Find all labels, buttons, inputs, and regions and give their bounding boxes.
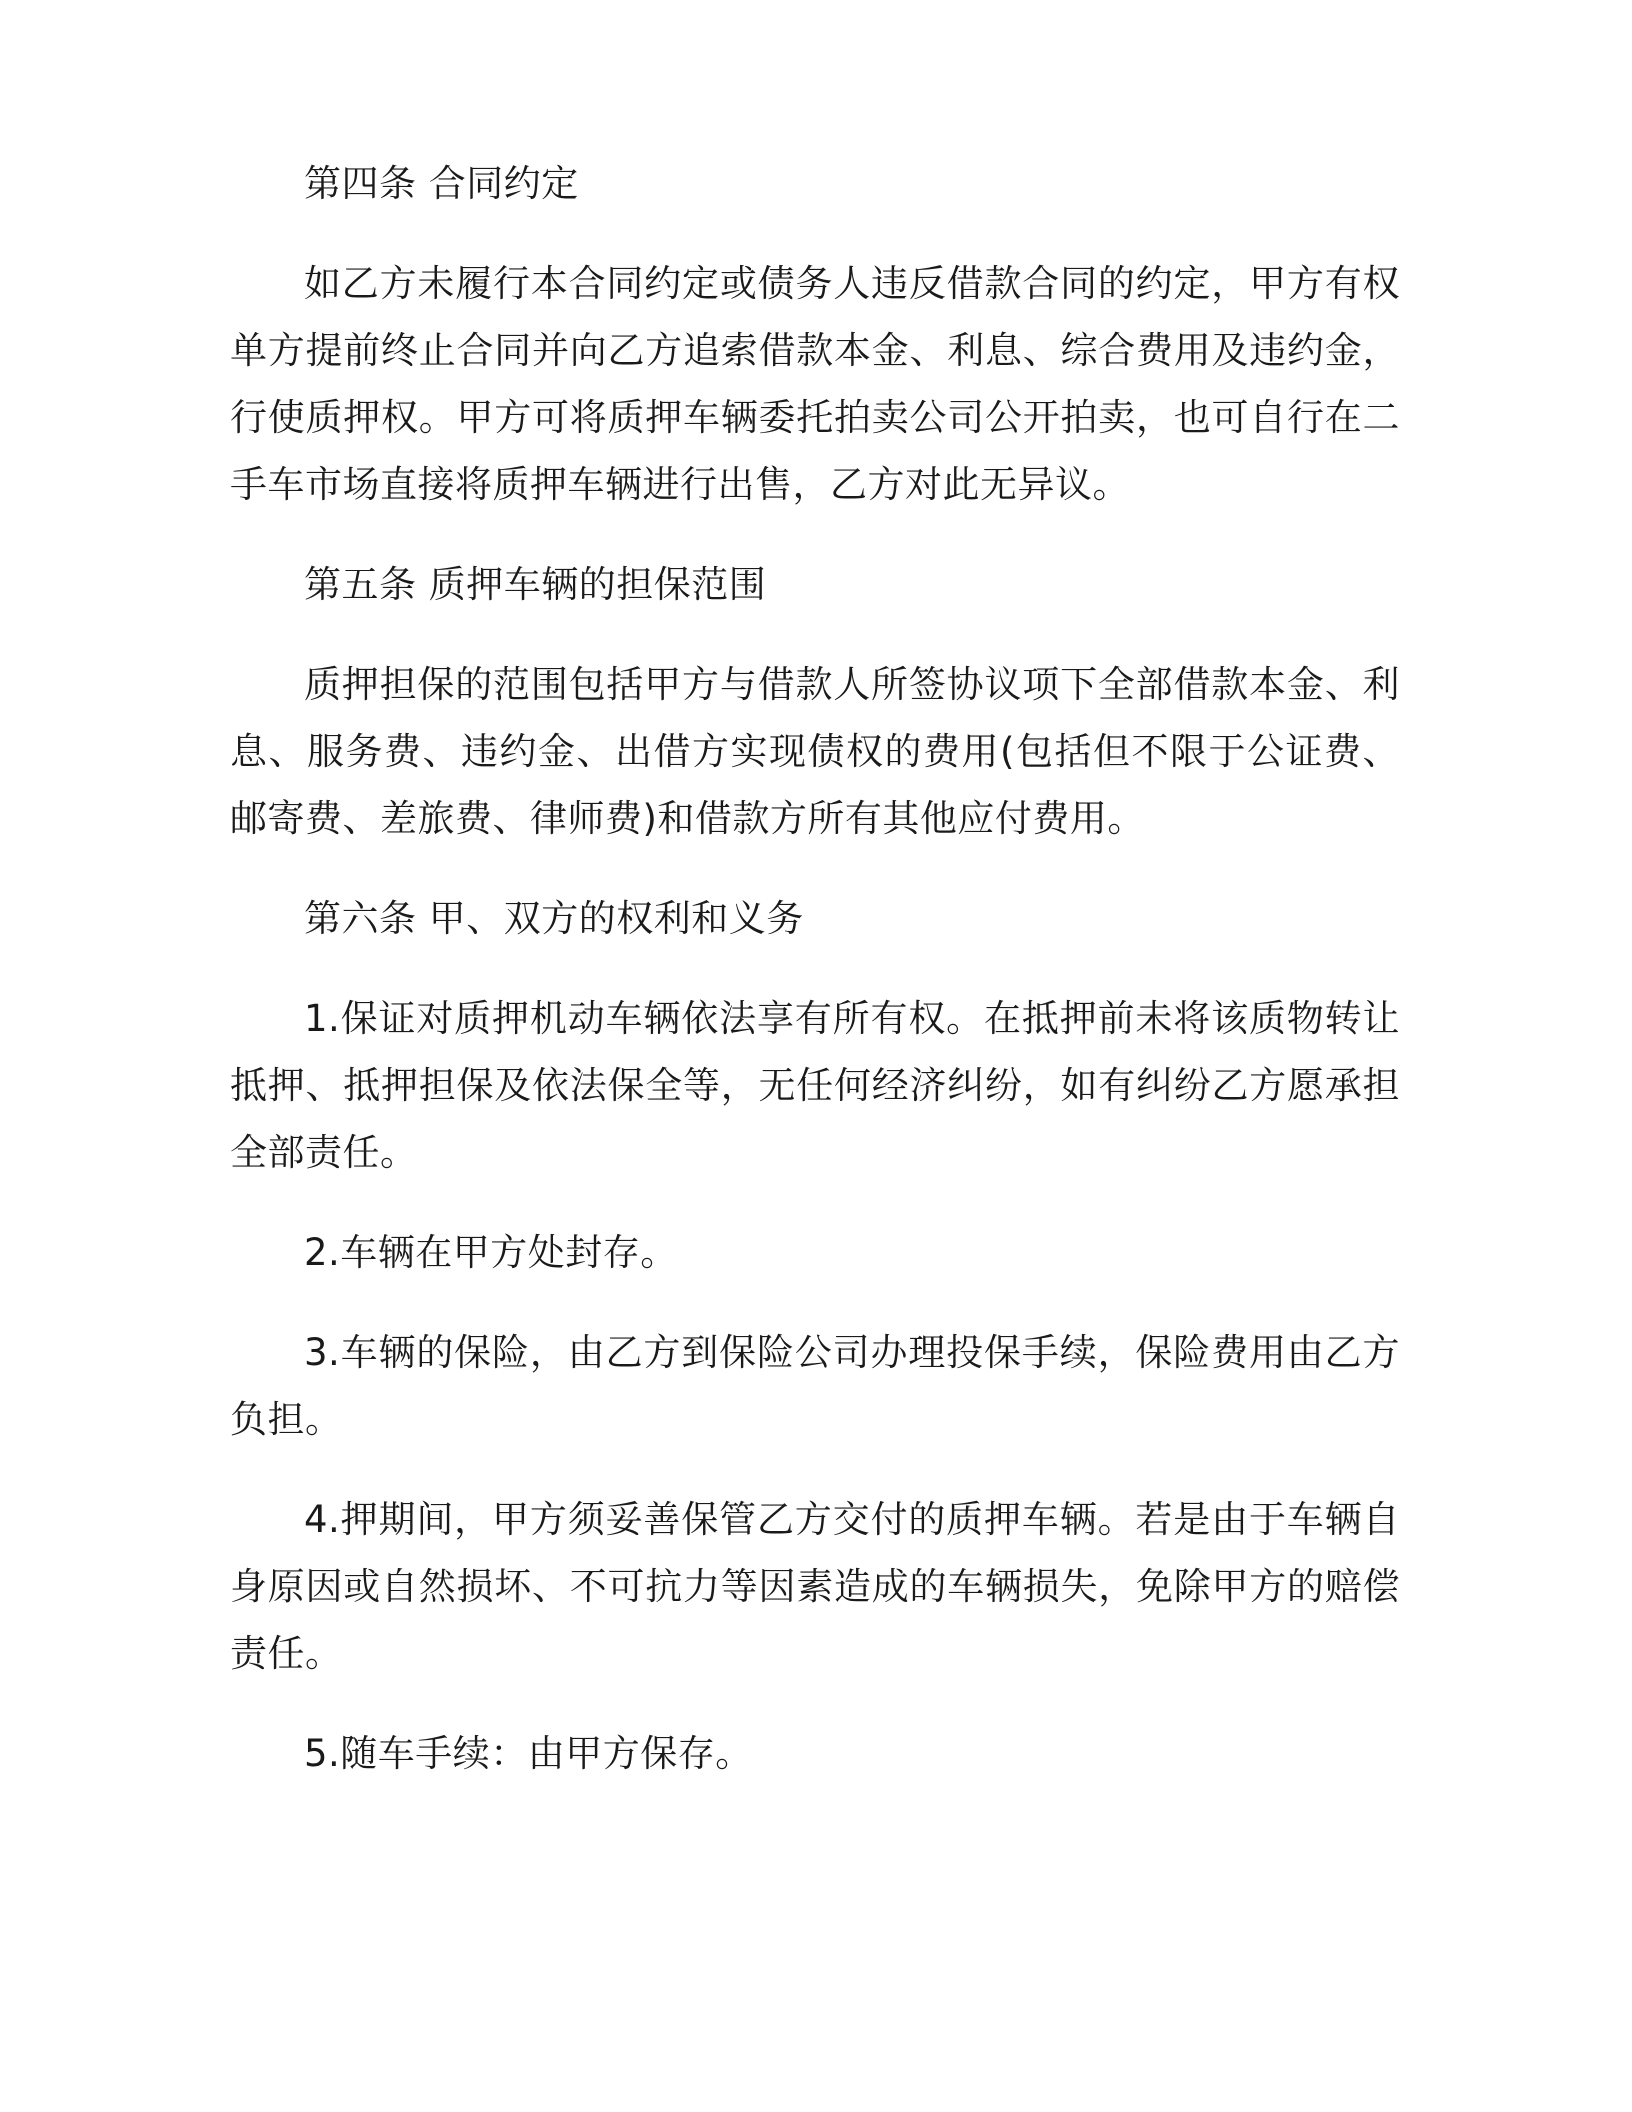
section-heading-6: 第六条 甲、双方的权利和义务 bbox=[304, 897, 804, 940]
section-6-item-5: 5.随车手续：由甲方保存。 bbox=[304, 1732, 753, 1775]
section-heading-4: 第四条 合同约定 bbox=[304, 162, 579, 205]
section-4-paragraph: 如乙方未履行本合同约定或债务人违反借款合同的约定，甲方有权单方提前终止合同并向乙方追索借款本金、利息、综合费用及违约金，行使质押权。甲方可将质押车辆委托拍卖公司公开拍卖，也可自行在二手车市场直接将质押车辆进行出售，乙方对此无异议。 bbox=[230, 262, 1400, 506]
section-6-item-2: 2.车辆在甲方处封存。 bbox=[304, 1231, 678, 1274]
section-6-item-3: 3.车辆的保险，由乙方到保险公司办理投保手续，保险费用由乙方负担。 bbox=[230, 1331, 1400, 1441]
document-page bbox=[230, 150, 1400, 1787]
section-6-item-1: 1.保证对质押机动车辆依法享有所有权。在抵押前未将该质物转让抵押、抵押担保及依法保全等，无任何经济纠纷，如有纠纷乙方愿承担全部责任。 bbox=[230, 997, 1400, 1174]
section-5-paragraph: 质押担保的范围包括甲方与借款人所签协议项下全部借款本金、利息、服务费、违约金、出借方实现债权的费用(包括但不限于公证费、邮寄费、差旅费、律师费)和借款方所有其他应付费用。 bbox=[230, 663, 1400, 840]
section-heading-5: 第五条 质押车辆的担保范围 bbox=[304, 563, 767, 606]
section-6-item-4: 4.押期间，甲方须妥善保管乙方交付的质押车辆。若是由于车辆自身原因或自然损坏、不可抗力等因素造成的车辆损失，免除甲方的赔偿责任。 bbox=[230, 1498, 1400, 1675]
